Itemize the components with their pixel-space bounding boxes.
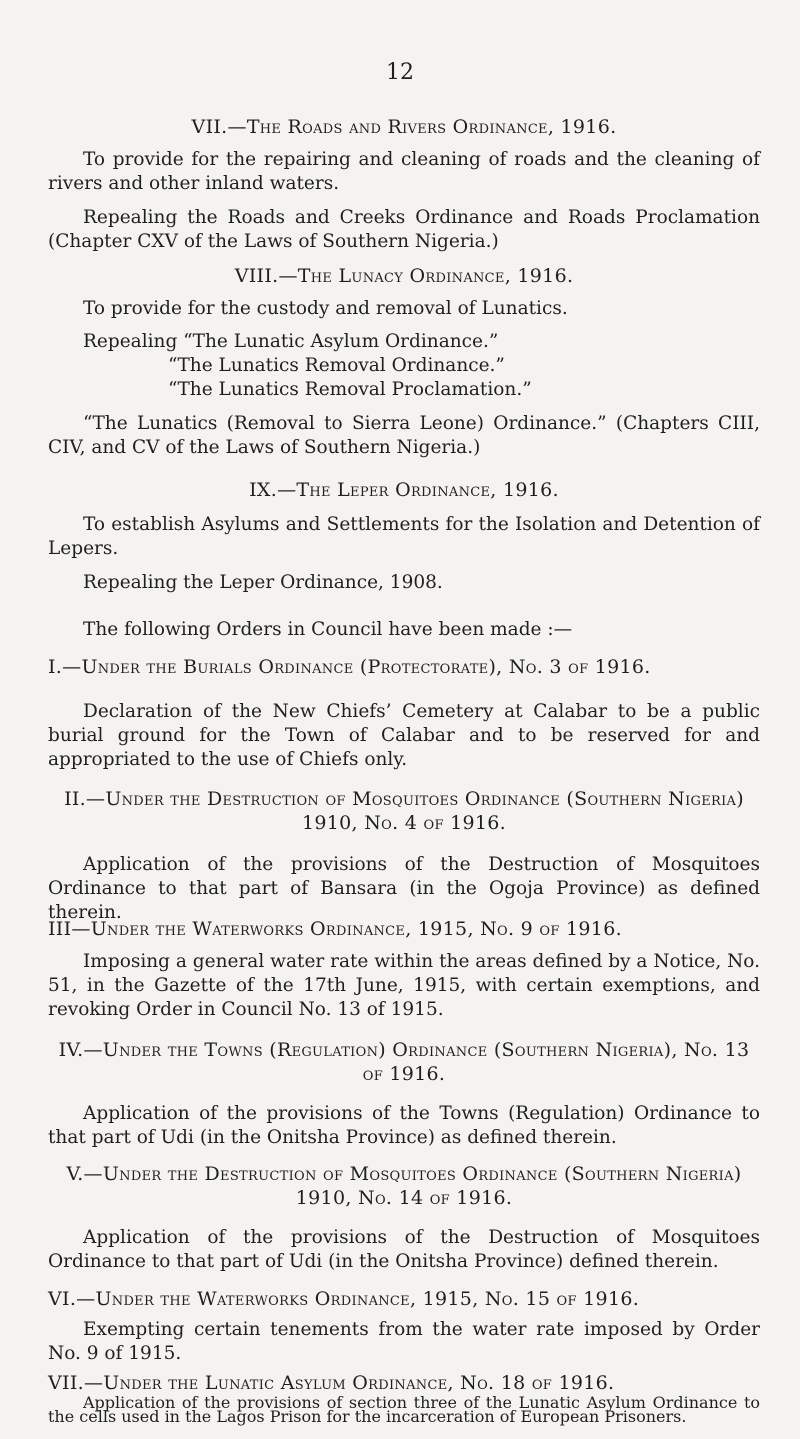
repeal-line: “The Lunatics (Removal to Sierra Leone) Ordinance.” (Chapters CIII, CIV, and CV of the Laws of Southern Nigeria.) xyxy=(48,413,760,458)
order-iv-heading-block xyxy=(48,1038,760,1086)
ordinance-vii-section xyxy=(48,115,760,139)
order-ii-text-block xyxy=(48,853,760,925)
order-vi-text-block xyxy=(48,1318,760,1366)
order-text: Exempting certain tenements from the water rate imposed by Order No. 9 of 1915. xyxy=(48,1319,760,1364)
order-text: Application of the provisions of section three of the Lunatic Asylum Ordinance to the cells used in the Lagos Prison for the incarceration of European Prisoners. xyxy=(48,1396,760,1426)
order-text: Application of the provisions of the Destruction of Mosquitoes Ordinance to that part of Udi (in the Onitsha Province) defined therein. xyxy=(48,1227,760,1272)
ordinance-ix-section xyxy=(48,478,760,502)
order-iv-text-block xyxy=(48,1102,760,1150)
order-heading: VII.—Under the Lunatic Asylum Ordinance, No. 18 of 1916. xyxy=(48,1372,615,1394)
ordinance-ix-purpose xyxy=(48,513,760,561)
order-i-heading-block xyxy=(48,655,760,679)
order-iii-text-block xyxy=(48,950,760,1022)
orders-intro xyxy=(48,618,760,642)
ordinance-viii-section xyxy=(48,264,760,288)
order-heading: IV.—Under the Towns (Regulation) Ordinance (Southern Nigeria), No. 13 of 1916. xyxy=(58,1039,750,1085)
order-heading: III—Under the Waterworks Ordinance, 1915, No. 9 of 1916. xyxy=(48,918,622,940)
paragraph: To provide for the repairing and cleaning of roads and the cleaning of rivers and other inland waters. xyxy=(48,149,760,194)
paragraph: To establish Asylums and Settlements for the Isolation and Detention of Lepers. xyxy=(48,514,760,559)
ordinance-heading: VII.—The Roads and Rivers Ordinance, 1916. xyxy=(191,116,617,138)
ordinance-viii-repeal-3 xyxy=(168,378,760,402)
order-v-text-block xyxy=(48,1226,760,1274)
order-text: Imposing a general water rate within the areas defined by a Notice, No. 51, in the Gazette of the 17th June, 1915, with certain exemptions, and revoking Order in Council No. 13 of 1915. xyxy=(48,951,760,1020)
paragraph: Repealing the Roads and Creeks Ordinance and Roads Proclamation (Chapter CXV of the Laws of Southern Nigeria.) xyxy=(48,207,760,252)
order-vii-text-block xyxy=(48,1396,760,1436)
order-heading: VI.—Under the Waterworks Ordinance, 1915, No. 15 of 1916. xyxy=(48,1288,640,1310)
order-ii-heading-block xyxy=(48,787,760,835)
paragraph: The following Orders in Council have been made :— xyxy=(83,619,573,640)
ordinance-vii-purpose xyxy=(48,148,760,196)
ordinance-viii-repeal-2 xyxy=(168,354,760,378)
order-vii-heading-block xyxy=(48,1371,760,1395)
paragraph: To provide for the custody and removal of Lunatics. xyxy=(83,298,568,319)
ordinance-heading: IX.—The Leper Ordinance, 1916. xyxy=(249,479,559,501)
ordinance-heading: VIII.—The Lunacy Ordinance, 1916. xyxy=(234,265,574,287)
order-heading: V.—Under the Destruction of Mosquitoes Ordinance (Southern Nigeria) 1910, No. 14 of 1916. xyxy=(66,1163,742,1209)
repeal-line: “The Lunatics Removal Ordinance.” xyxy=(168,355,505,376)
order-heading: I.—Under the Burials Ordinance (Protectorate), No. 3 of 1916. xyxy=(48,656,651,678)
order-text: Application of the provisions of the Towns (Regulation) Ordinance to that part of Udi (in the Onitsha Province) as defined therein. xyxy=(48,1103,760,1148)
order-text: Declaration of the New Chiefs’ Cemetery at Calabar to be a public burial ground for the Town of Calabar and to be reserved for and appropriated to the use of Chiefs only. xyxy=(48,701,760,770)
page-number: 12 xyxy=(386,60,414,85)
paragraph: Repealing the Leper Ordinance, 1908. xyxy=(83,572,443,593)
order-i-text-block xyxy=(48,700,760,772)
repeal-line: “The Lunatics Removal Proclamation.” xyxy=(168,379,532,400)
order-v-heading-block xyxy=(48,1162,760,1210)
order-iii-heading-block xyxy=(48,917,760,941)
ordinance-ix-repeal xyxy=(48,571,760,595)
order-text: Application of the provisions of the Destruction of Mosquitoes Ordinance to that part of Bansara (in the Ogoja Province) as defined therein. xyxy=(48,854,760,923)
order-heading: II.—Under the Destruction of Mosquitoes Ordinance (Southern Nigeria) 1910, No. 4 of 1916. xyxy=(64,788,744,834)
order-vi-heading-block xyxy=(48,1287,760,1311)
ordinance-viii-purpose xyxy=(48,297,760,321)
ordinance-viii-repeal-1 xyxy=(48,330,760,354)
ordinance-viii-repeal-4 xyxy=(48,412,760,460)
repeal-line: Repealing “The Lunatic Asylum Ordinance.” xyxy=(83,331,499,352)
ordinance-vii-repeal xyxy=(48,206,760,254)
